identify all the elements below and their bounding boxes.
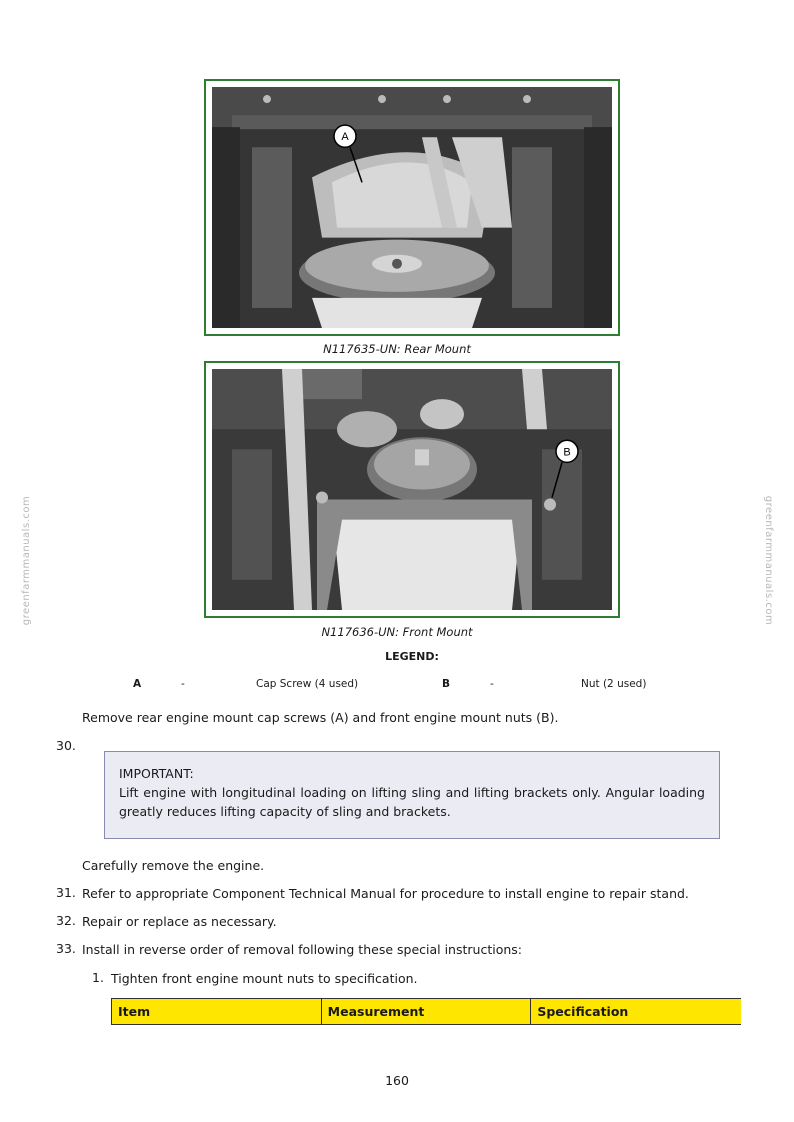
spec-col-specification: Specification (537, 1004, 629, 1019)
step-32-text: Repair or replace as necessary. (82, 914, 277, 929)
step-32-number: 32. (56, 913, 76, 928)
step-33-number: 33. (56, 941, 76, 956)
substep-1-number: 1. (92, 970, 104, 985)
legend-title: LEGEND: (385, 650, 439, 663)
legend-letter-a: A (133, 678, 142, 690)
spec-col-measurement: Measurement (322, 999, 532, 1024)
instruction-remove-mounts: Remove rear engine mount cap screws (A) and front engine mount nuts (B). (82, 710, 559, 725)
figure-rear-mount (204, 79, 620, 336)
important-text: Lift engine with longitudinal loading on lifting sling and lifting brackets only. Angular loading greatly reduces lifting capacity of sling and brackets. (119, 785, 705, 819)
figure-front-mount (204, 361, 620, 618)
important-label: IMPORTANT: (119, 766, 194, 781)
step-30-number: 30. (56, 738, 76, 753)
figure-caption-rear: N117635-UN: Rear Mount (323, 342, 471, 356)
spec-col-item: Item (112, 999, 322, 1024)
step-30-text: Carefully remove the engine. (82, 858, 265, 873)
step-31-text: Refer to appropriate Component Technical Manual for procedure to install engine to repair stand. (82, 886, 689, 901)
step-31-number: 31. (56, 885, 76, 900)
figure-caption-front: N117636-UN: Front Mount (321, 625, 473, 639)
watermark-right: greenfarmmanuals.com (763, 495, 775, 626)
legend-dash-b: - (490, 678, 494, 690)
watermark-left: greenfarmmanuals.com (21, 495, 33, 626)
step-33-text: Install in reverse order of removal following these special instructions: (82, 942, 522, 957)
substep-1-text: Tighten front engine mount nuts to specification. (111, 971, 418, 986)
legend-desc-a: Cap Screw (4 used) (256, 678, 359, 690)
callout-a-label: A (341, 131, 349, 144)
legend-letter-b: B (442, 678, 451, 690)
legend-dash-a: - (181, 678, 185, 690)
page-number: 160 (385, 1073, 409, 1088)
important-callout (104, 751, 720, 839)
rear-mount-illustration (212, 87, 612, 328)
front-mount-illustration (212, 369, 612, 610)
spec-table-header (111, 998, 741, 1025)
callout-b-label: B (563, 446, 571, 459)
legend-desc-b: Nut (2 used) (581, 678, 647, 690)
